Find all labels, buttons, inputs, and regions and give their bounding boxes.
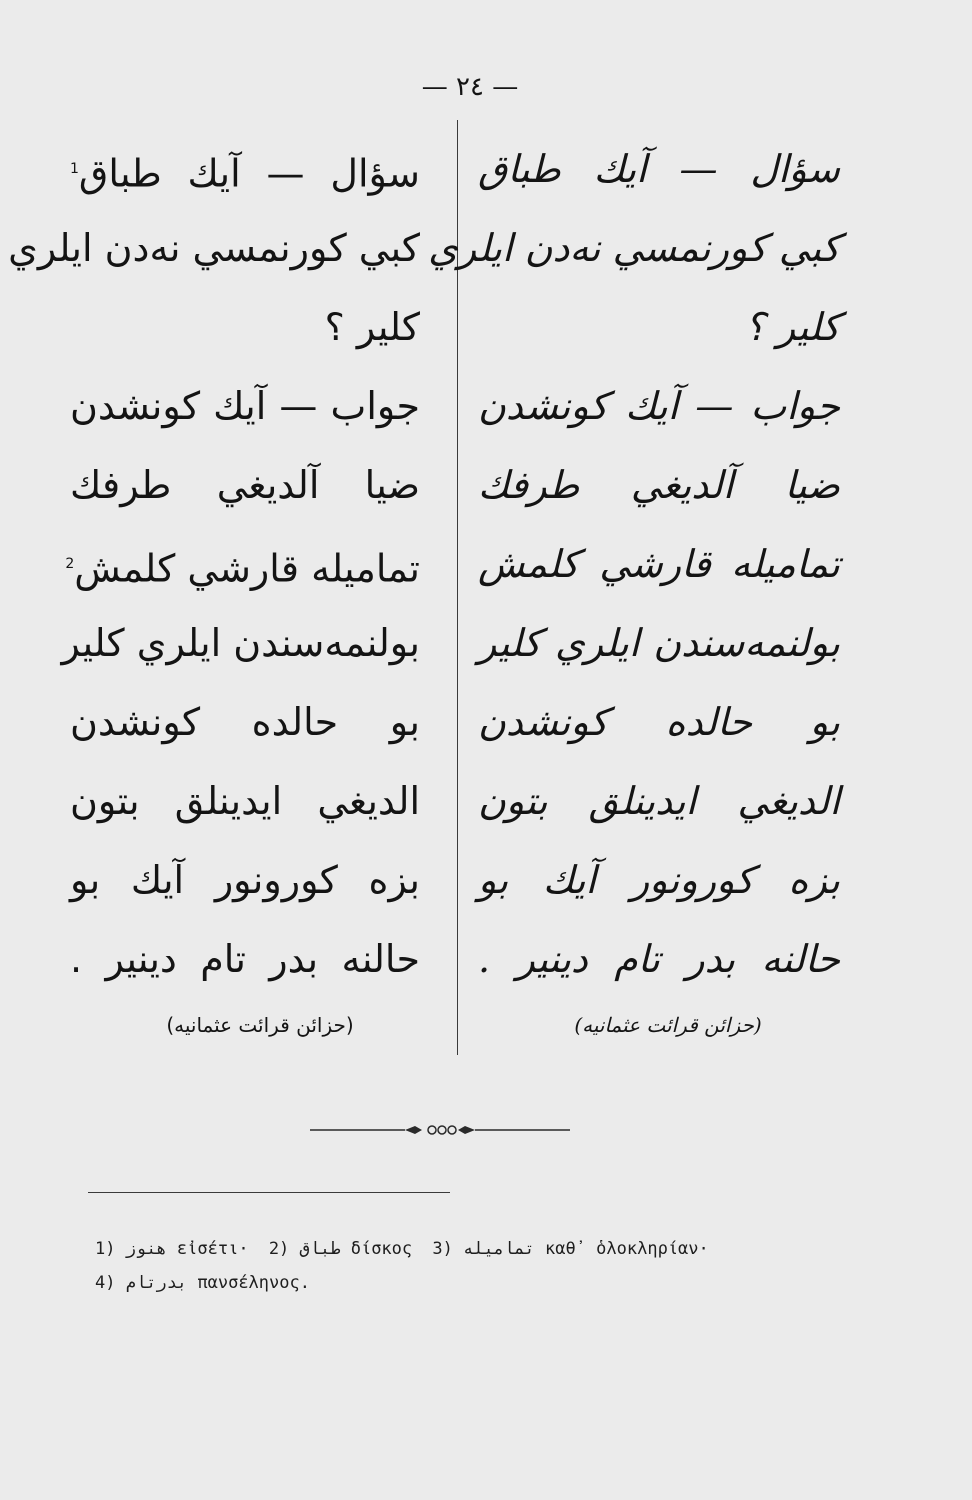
page-number: — ٢٤ — bbox=[421, 72, 519, 102]
printed-text-column bbox=[8, 130, 450, 1045]
handwritten-line-1: سؤال — آيك طباق bbox=[478, 147, 840, 191]
handwritten-line-9: الديغي ايدينلق بتون bbox=[478, 779, 840, 823]
handwritten-line-8: بو حالده كونشدن bbox=[478, 700, 840, 744]
footnote-4: 4) بدرتام πανσέληνος. bbox=[95, 1273, 310, 1293]
handwritten-line-2: كبي كورنمسي نه‌دن ايلري bbox=[428, 226, 840, 270]
handwritten-line-10: بزه كورونور آيك بو bbox=[478, 858, 840, 902]
ornament-divider bbox=[310, 1120, 570, 1140]
printed-line-7: بولنمه‌سندن ايلري كلير bbox=[61, 621, 420, 665]
handwritten-text-column bbox=[428, 130, 858, 1045]
footnote-3: 3) تماميله καθ᾽ ὁλοκληρίαν· bbox=[432, 1239, 709, 1259]
printed-line-4: جواب — آيك كونشدن bbox=[70, 384, 420, 428]
handwritten-line-5: ضيا آلديغي طرفك bbox=[478, 463, 840, 507]
handwritten-line-11: حالنه بدر تام دينير . bbox=[478, 937, 840, 981]
printed-line-1 bbox=[70, 130, 450, 209]
printed-line-10: بزه كورونور آيك بو bbox=[70, 858, 420, 902]
printed-line-2: كبي كورنمسي نه‌دن ايلري bbox=[8, 226, 420, 270]
printed-line-3: كلير ؟ bbox=[324, 305, 420, 349]
printed-line-6 bbox=[65, 525, 450, 604]
footnote-marker-1: 1 bbox=[70, 161, 79, 177]
handwritten-line-6: تماميله قارشي كلمش bbox=[478, 542, 840, 586]
footnote-line-2 bbox=[95, 1266, 855, 1300]
footnote-marker-2: 2 bbox=[65, 556, 75, 572]
printed-source-citation: (حزائن قرائت عثمانيه) bbox=[166, 1013, 354, 1037]
printed-line-1-text: سؤال — آيك طباق bbox=[78, 151, 420, 196]
printed-line-6-text: تماميله قارشي كلمش bbox=[74, 546, 420, 591]
footnote-rule bbox=[88, 1192, 450, 1193]
printed-line-9: الديغي ايدينلق بتون bbox=[70, 779, 420, 823]
printed-line-5: ضيا آلديغي طرفك bbox=[70, 463, 420, 507]
printed-line-8: بو حالده كونشدن bbox=[70, 700, 420, 744]
footnote-line-1 bbox=[95, 1232, 855, 1266]
handwritten-line-3: كلير ؟ bbox=[744, 305, 840, 349]
handwritten-source-citation: (حزائن قرائت عثمانيه) bbox=[574, 1013, 762, 1037]
printed-line-11: حالنه بدر تام دينير . bbox=[70, 937, 420, 981]
footnote-2: 2) طباق δίσκος bbox=[268, 1239, 413, 1259]
handwritten-line-4: جواب — آيك كونشدن bbox=[478, 384, 840, 428]
footnotes bbox=[95, 1232, 855, 1300]
footnote-1: 1) هنوز εἰσέτι· bbox=[95, 1239, 249, 1259]
handwritten-line-7: بولنمه‌سندن ايلري كلير bbox=[478, 621, 840, 665]
